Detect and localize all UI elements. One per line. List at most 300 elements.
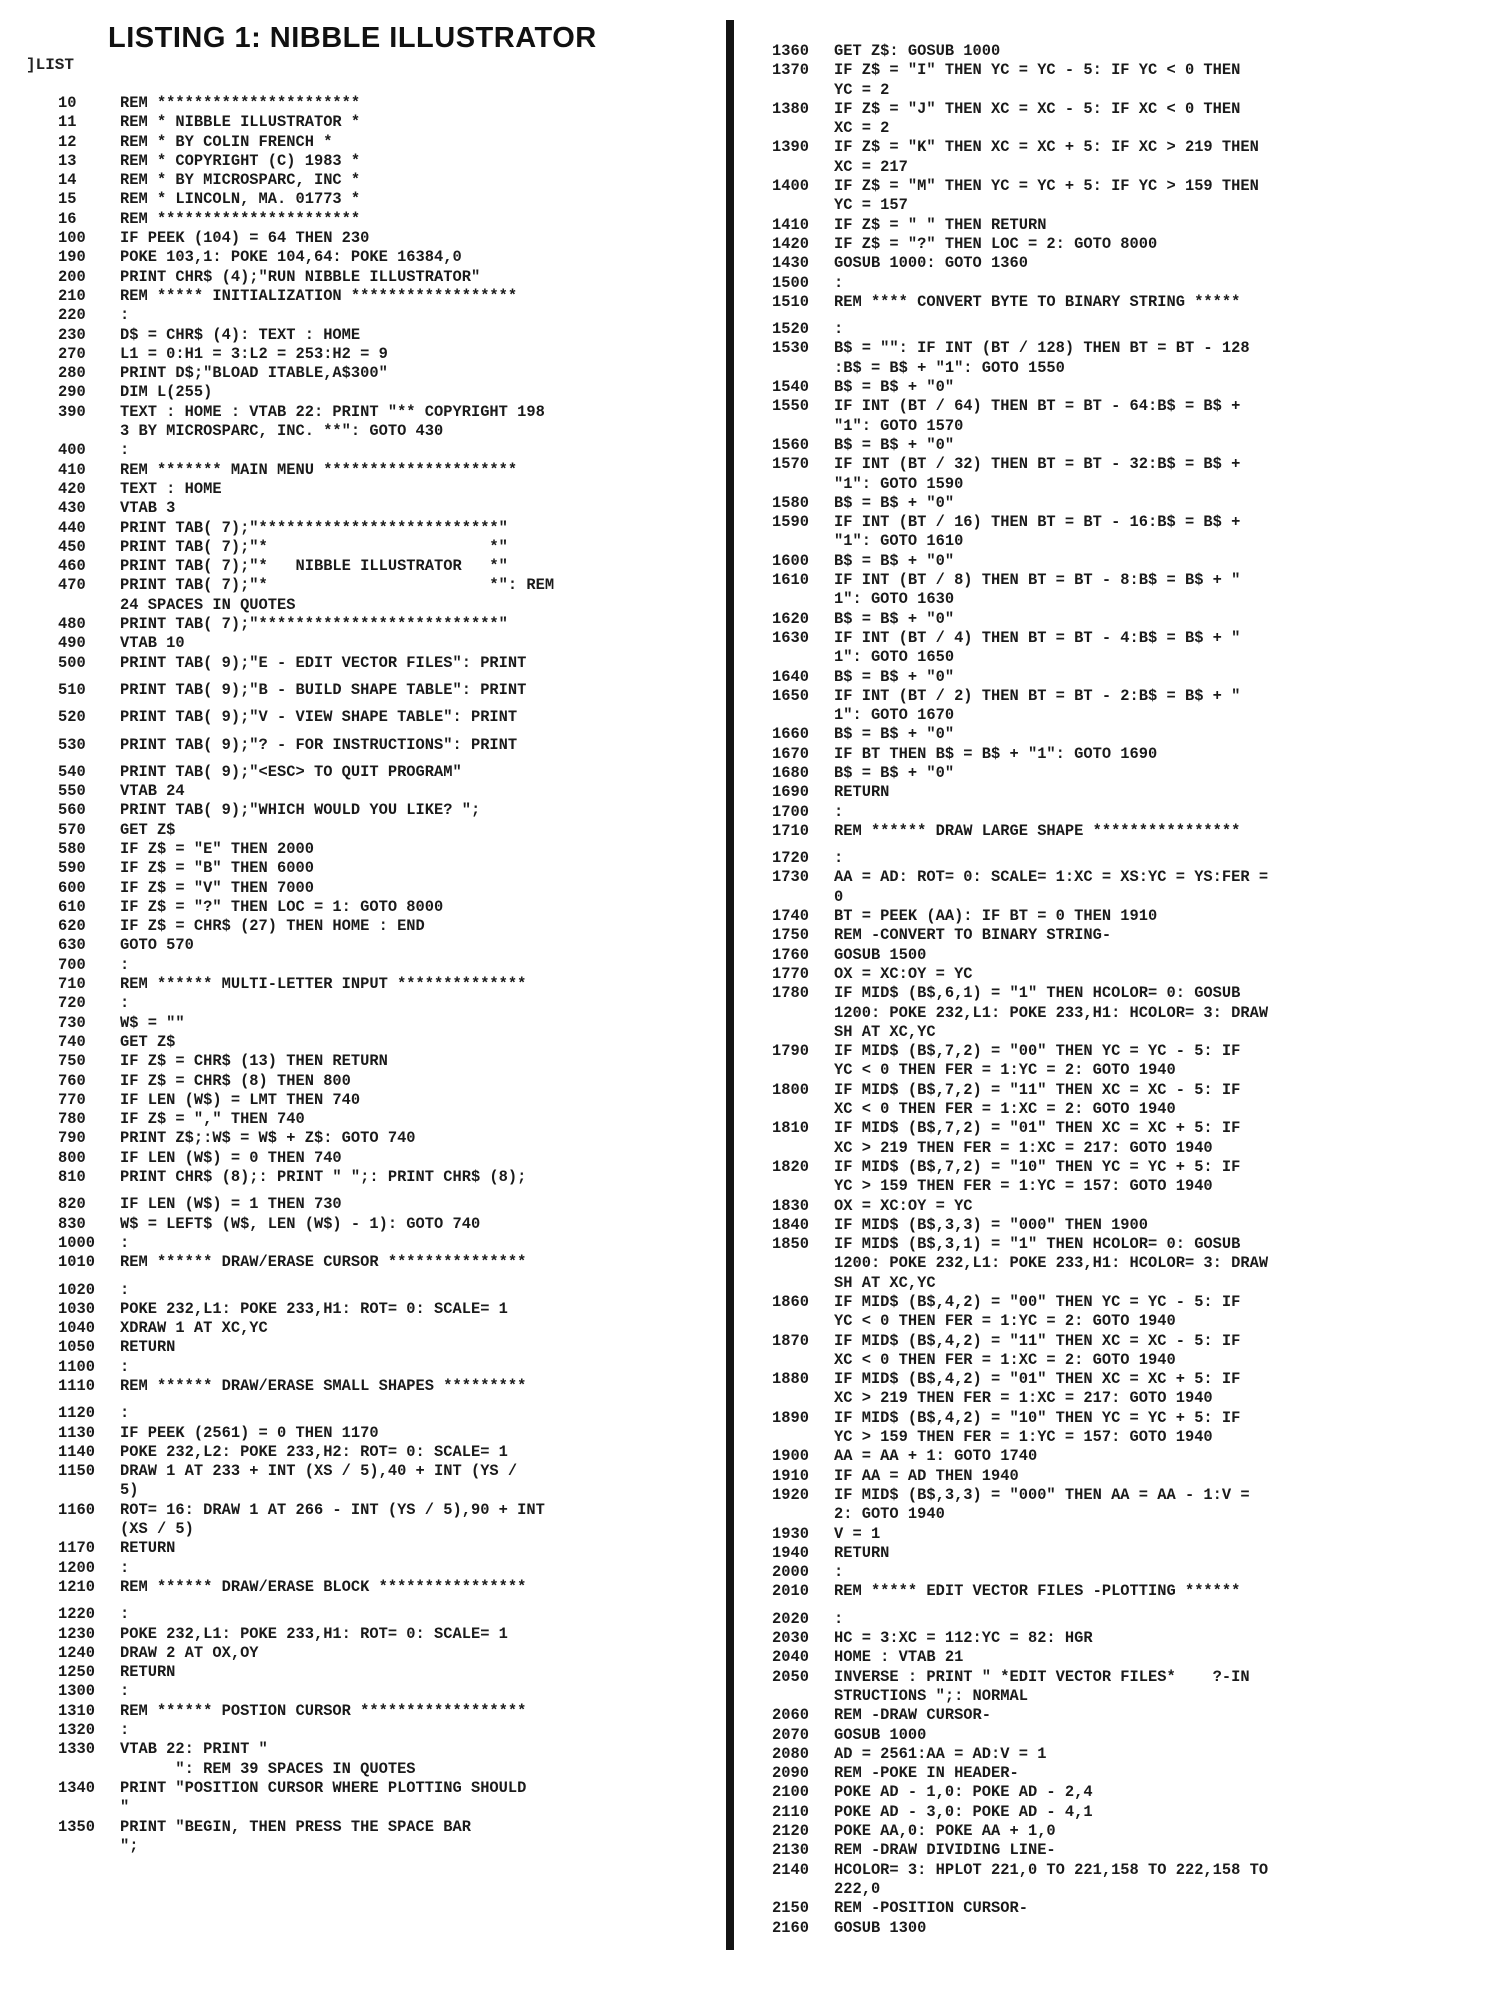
line-number: 270 [58,344,86,363]
statement: B$ = B$ + "0" [834,435,955,454]
statement: IF MID$ (B$,7,2) = "11" THEN XC = XC - 5: IF [834,1080,1241,1099]
code-line [772,629,1268,648]
code-line [772,687,1268,706]
line-number: 780 [58,1110,86,1129]
statement: IF Z$ = "J" THEN XC = XC - 5: IF XC < 0 THEN [834,99,1241,118]
statement: REM ********************** [120,94,361,112]
code-line [772,1467,1268,1486]
statement: GOSUB 1000: GOTO 1360 [834,254,1028,273]
statement: REM **** CONVERT BYTE TO BINARY STRING ***** [834,292,1241,311]
code-line [58,229,554,248]
statement: REM ****** DRAW/ERASE CURSOR *************** [120,1253,527,1272]
blank-gap [772,1602,1268,1610]
code-line [58,1578,554,1597]
statement: REM ********************** [120,209,361,228]
code-line [58,576,554,595]
statement: IF Z$ = CHR$ (13) THEN RETURN [120,1052,388,1071]
line-number: 1900 [772,1447,809,1466]
line-number: 1140 [58,1442,95,1461]
statement: PRINT TAB( 9);"E - EDIT VECTOR FILES": PRINT [120,653,527,672]
statement: IF Z$ = "V" THEN 7000 [120,878,314,897]
line-number: 2110 [772,1802,809,1821]
statement: IF MID$ (B$,4,2) = "00" THEN YC = YC - 5: IF [834,1293,1241,1311]
code-line [58,1539,554,1558]
statement: AA = AD: ROT= 0: SCALE= 1:XC = XS:YC = YS:FER = [834,868,1269,887]
statement: IF INT (BT / 16) THEN BT = BT - 16:B$ = B$ + [834,513,1241,532]
line-number: 1230 [58,1624,95,1643]
code-line-continuation: SH AT XC,YC [834,1273,936,1292]
code-line [58,763,554,782]
line-number: 1820 [772,1157,809,1176]
line-number: 1300 [58,1682,95,1701]
line-number: 620 [58,917,86,936]
code-line [772,1745,1268,1764]
line-number: 390 [58,402,86,421]
code-line [772,1648,1268,1667]
code-line [772,822,1268,841]
line-number: 2000 [772,1563,809,1582]
statement: : [120,1558,130,1577]
line-number: 720 [58,994,86,1013]
line-number: 2080 [772,1744,809,1763]
line-number: 540 [58,762,86,781]
code-line [58,190,554,209]
code-line [772,907,1268,926]
code-line [772,668,1268,687]
statement: RETURN [120,1539,176,1558]
statement: IF LEN (W$) = LMT THEN 740 [120,1090,361,1109]
statement: REM ***** INITIALIZATION ****************** [120,286,518,305]
code-line [58,113,554,132]
code-line [772,725,1268,744]
code-line-continuation: "1": GOTO 1590 [834,474,964,493]
statement: PRINT CHR$ (8);: PRINT " ";: PRINT CHR$ (8); [120,1168,527,1187]
code-line [58,1033,554,1052]
statement: VTAB 10 [120,634,185,653]
line-number: 1240 [58,1643,95,1662]
code-line [772,1919,1268,1938]
statement: XDRAW 1 AT XC,YC [120,1319,268,1338]
statement: B$ = B$ + "0" [834,667,955,686]
code-line [772,1706,1268,1725]
blank-gap [58,1273,554,1281]
line-number: 10 [58,94,77,112]
statement: IF MID$ (B$,4,2) = "11" THEN XC = XC - 5: IF [834,1331,1241,1350]
code-line [58,1319,554,1338]
blank-gap [58,1187,554,1195]
code-line [58,821,554,840]
statement: : [834,849,844,868]
statement: GOSUB 1300 [834,1918,927,1937]
line-number: 460 [58,557,86,576]
line-number: 2020 [772,1609,809,1628]
statement: DRAW 1 AT 233 + INT (XS / 5),40 + INT (YS / [120,1462,518,1481]
statement: : [120,1404,130,1423]
code-line [58,268,554,287]
code-line [58,1682,554,1701]
line-number: 490 [58,634,86,653]
code-line [58,94,554,113]
line-number: 1550 [772,397,809,416]
code-line-continuation: XC > 219 THEN FER = 1:XC = 217: GOTO 1940 [834,1138,1213,1157]
statement: RETURN [834,1543,890,1562]
list-command: ]LIST [26,56,75,74]
statement: REM * LINCOLN, MA. 01773 * [120,190,361,209]
line-number: 1310 [58,1701,95,1720]
statement: REM -DRAW DIVIDING LINE- [834,1841,1056,1860]
line-number: 1170 [58,1539,95,1558]
code-line [58,840,554,859]
statement: REM * NIBBLE ILLUSTRATOR * [120,113,361,132]
code-line [772,1803,1268,1822]
line-number: 440 [58,518,86,537]
code-line-continuation: " [120,1798,130,1817]
line-number: 790 [58,1129,86,1148]
line-number: 2040 [772,1648,809,1667]
code-line-continuation: XC > 219 THEN FER = 1:XC = 217: GOTO 1940 [834,1389,1213,1408]
code-line [58,1462,554,1481]
line-number: 12 [58,132,77,151]
code-line [58,1253,554,1272]
line-number: 1620 [772,609,809,628]
code-line [58,859,554,878]
statement: B$ = B$ + "0" [834,763,955,782]
statement: REM * BY COLIN FRENCH * [120,132,333,151]
code-line [772,378,1268,397]
line-number: 530 [58,735,86,754]
statement: REM * COPYRIGHT (C) 1983 * [120,151,361,170]
code-line [772,849,1268,868]
line-number: 1210 [58,1577,95,1596]
code-line [772,868,1268,887]
statement: HC = 3:XC = 112:YC = 82: HGR [834,1629,1093,1648]
line-number: 1560 [772,435,809,454]
line-number: 13 [58,151,77,170]
line-number: 2150 [772,1899,809,1918]
code-line-continuation: ": REM 39 SPACES IN QUOTES [120,1759,416,1778]
line-number: 810 [58,1168,86,1187]
code-line [772,1216,1268,1235]
line-number: 550 [58,782,86,801]
line-number: 1650 [772,686,809,705]
code-line-continuation: 222,0 [834,1879,881,1898]
code-line [772,254,1268,273]
code-line [58,1501,554,1520]
line-number: 2130 [772,1841,809,1860]
code-line [772,1629,1268,1648]
line-number: 14 [58,171,77,190]
statement: REM -POSITION CURSOR- [834,1899,1028,1918]
statement: HOME : VTAB 21 [834,1648,964,1667]
line-number: 1590 [772,513,809,532]
code-line-continuation: 24 SPACES IN QUOTES [120,595,296,614]
code-line [772,42,1268,61]
statement: VTAB 24 [120,782,185,801]
code-line [58,210,554,229]
code-line [58,519,554,538]
code-line [772,1841,1268,1860]
code-line [772,1726,1268,1745]
statement: D$ = CHR$ (4): TEXT : HOME [120,325,361,344]
line-number: 400 [58,441,86,460]
code-line [58,1168,554,1187]
statement: IF LEN (W$) = 0 THEN 740 [120,1148,342,1167]
line-number: 1750 [772,926,809,945]
statement: TEXT : HOME : VTAB 22: PRINT "** COPYRIGHT 198 [120,402,545,421]
statement: W$ = "" [120,1013,185,1032]
line-number: 1390 [772,138,809,157]
code-line [58,1605,554,1624]
code-line [772,1764,1268,1783]
code-line-continuation: YC > 159 THEN FER = 1:YC = 157: GOTO 1940 [834,1428,1213,1447]
code-line-continuation: (XS / 5) [120,1520,194,1539]
statement: : [120,1233,130,1252]
statement: B$ = B$ + "0" [834,493,955,512]
statement: POKE AD - 3,0: POKE AD - 4,1 [834,1802,1093,1821]
statement: RETURN [120,1338,176,1357]
statement: REM ****** MULTI-LETTER INPUT ************** [120,975,527,994]
statement: POKE 103,1: POKE 104,64: POKE 16384,0 [120,248,462,267]
code-line [58,557,554,576]
code-line-continuation: XC < 0 THEN FER = 1:XC = 2: GOTO 1940 [834,1100,1176,1119]
statement: PRINT TAB( 7);"* NIBBLE ILLUSTRATOR *" [120,557,508,576]
statement: PRINT TAB( 9);"V - VIEW SHAPE TABLE": PRINT [120,708,518,727]
line-number: 1800 [772,1080,809,1099]
code-line [58,1110,554,1129]
code-line [772,1783,1268,1802]
code-line [58,1424,554,1443]
line-number: 1420 [772,234,809,253]
code-line [772,235,1268,254]
line-number: 1520 [772,320,809,339]
code-line-continuation: :B$ = B$ + "1": GOTO 1550 [834,358,1065,377]
line-number: 1910 [772,1466,809,1485]
statement: PRINT TAB( 9);"WHICH WOULD YOU LIKE? "; [120,801,481,820]
code-line [58,133,554,152]
line-number: 1000 [58,1233,95,1252]
statement: DRAW 2 AT OX,OY [120,1643,259,1662]
code-line [772,513,1268,532]
code-line [772,494,1268,513]
line-number: 470 [58,576,86,595]
statement: VTAB 22: PRINT " [120,1740,268,1759]
line-number: 1540 [772,378,809,397]
code-line [772,783,1268,802]
code-line [772,745,1268,764]
line-number: 1200 [58,1558,95,1577]
code-line [58,708,554,727]
code-line [58,461,554,480]
line-number: 510 [58,680,86,699]
statement: INVERSE : PRINT " *EDIT VECTOR FILES* ?-IN [834,1667,1250,1686]
line-number: 1360 [772,42,809,60]
blank-gap [772,841,1268,849]
code-line [58,1779,554,1798]
line-number: 100 [58,229,86,248]
line-number: 1780 [772,984,809,1003]
code-line [772,1668,1268,1687]
code-line [772,1235,1268,1254]
statement: : [120,306,130,325]
statement: : [120,1721,130,1740]
statement: PRINT TAB( 9);"? - FOR INSTRUCTIONS": PRINT [120,735,518,754]
statement: ROT= 16: DRAW 1 AT 266 - INT (YS / 5),90 + INT [120,1500,545,1519]
statement: IF Z$ = "," THEN 740 [120,1110,305,1129]
code-line [772,436,1268,455]
statement: : [120,1605,130,1624]
code-line-continuation: 2: GOTO 1940 [834,1505,945,1524]
statement: IF MID$ (B$,7,2) = "10" THEN YC = YC + 5: IF [834,1157,1241,1176]
code-line [58,736,554,755]
code-line [58,1149,554,1168]
statement: IF INT (BT / 8) THEN BT = BT - 8:B$ = B$ + " [834,571,1241,590]
line-number: 570 [58,820,86,839]
line-number: 1530 [772,339,809,358]
statement: IF Z$ = CHR$ (27) THEN HOME : END [120,917,425,936]
statement: IF MID$ (B$,7,2) = "00" THEN YC = YC - 5: IF [834,1042,1241,1061]
code-line [772,1042,1268,1061]
statement: IF INT (BT / 4) THEN BT = BT - 4:B$ = B$ + " [834,628,1241,647]
code-line [58,248,554,267]
code-line [772,1544,1268,1563]
statement: REM ****** DRAW/ERASE SMALL SHAPES ********* [120,1377,527,1395]
line-number: 1760 [772,945,809,964]
statement: DIM L(255) [120,383,213,402]
line-number: 1940 [772,1543,809,1562]
line-number: 830 [58,1214,86,1233]
statement: : [120,1280,130,1299]
code-line [772,339,1268,358]
statement: IF AA = AD THEN 1940 [834,1466,1019,1485]
code-line [58,345,554,364]
statement: PRINT "POSITION CURSOR WHERE PLOTTING SHOULD [120,1778,527,1797]
code-line [58,1072,554,1091]
statement: : [834,1609,844,1628]
line-number: 410 [58,460,86,479]
line-number: 580 [58,839,86,858]
statement: IF MID$ (B$,4,2) = "10" THEN YC = YC + 5: IF [834,1408,1241,1427]
line-number: 750 [58,1052,86,1071]
code-line-continuation: 3 BY MICROSPARC, INC. **": GOTO 430 [120,422,444,441]
line-number: 2120 [772,1822,809,1841]
statement: PRINT TAB( 7);"* *" [120,537,508,556]
line-number: 1810 [772,1119,809,1138]
blank-gap [58,728,554,736]
statement: : [834,1563,844,1582]
code-line [772,965,1268,984]
code-line-continuation: "1": GOTO 1570 [834,416,964,435]
code-line-continuation: XC < 0 THEN FER = 1:XC = 2: GOTO 1940 [834,1350,1176,1369]
line-number: 1370 [772,61,809,80]
line-number: 1110 [58,1377,95,1395]
code-line-continuation: 1": GOTO 1630 [834,590,955,609]
statement: RETURN [834,783,890,802]
code-line [772,1158,1268,1177]
code-line [58,654,554,673]
blank-gap [58,1597,554,1605]
line-number: 560 [58,801,86,820]
line-number: 1600 [772,551,809,570]
line-number: 760 [58,1071,86,1090]
line-number: 1160 [58,1500,95,1519]
code-line [58,364,554,383]
code-line [58,1663,554,1682]
code-line [772,1899,1268,1918]
code-line [58,1129,554,1148]
statement: IF MID$ (B$,3,1) = "1" THEN HCOLOR= 0: GOSUB [834,1235,1241,1254]
line-number: 15 [58,190,77,209]
line-number: 290 [58,383,86,402]
statement: HCOLOR= 3: HPLOT 221,0 TO 221,158 TO 222,158 TO [834,1860,1269,1879]
code-line [58,634,554,653]
code-line [58,1215,554,1234]
line-number: 11 [58,113,77,132]
code-line [58,1377,554,1396]
statement: PRINT "BEGIN, THEN PRESS THE SPACE BAR [120,1817,471,1836]
code-line [58,1300,554,1319]
code-line [58,1358,554,1377]
line-number: 220 [58,306,86,325]
code-line [58,306,554,325]
line-number: 1860 [772,1293,809,1311]
code-line [58,441,554,460]
statement: POKE 232,L1: POKE 233,H1: ROT= 0: SCALE= 1 [120,1299,508,1318]
line-number: 630 [58,936,86,955]
statement: IF MID$ (B$,4,2) = "01" THEN XC = XC + 5: IF [834,1370,1241,1389]
line-number: 610 [58,897,86,916]
statement: IF MID$ (B$,3,3) = "000" THEN 1900 [834,1215,1149,1234]
statement: AA = AA + 1: GOTO 1740 [834,1447,1038,1466]
statement: REM ***** EDIT VECTOR FILES -PLOTTING ****** [834,1582,1241,1601]
code-line-continuation: SH AT XC,YC [834,1022,936,1041]
statement: REM -DRAW CURSOR- [834,1706,992,1725]
statement: BT = PEEK (AA): IF BT = 0 THEN 1910 [834,907,1158,926]
line-number: 1880 [772,1370,809,1389]
line-number: 1830 [772,1196,809,1215]
code-line [58,1702,554,1721]
code-line-continuation: 1200: POKE 232,L1: POKE 233,H1: HCOLOR= 3: DRAW [834,1003,1269,1022]
code-line [772,1370,1268,1389]
line-number: 590 [58,859,86,878]
statement: OX = XC:OY = YC [834,1196,973,1215]
code-line-continuation: STRUCTIONS ";: NORMAL [834,1686,1028,1705]
line-number: 700 [58,955,86,974]
code-line [58,956,554,975]
statement: PRINT TAB( 7);"**************************" [120,518,508,537]
code-line [58,1559,554,1578]
code-line [58,936,554,955]
statement: IF Z$ = "M" THEN YC = YC + 5: IF YC > 159 THEN [834,177,1259,196]
statement: PRINT TAB( 9);"<ESC> TO QUIT PROGRAM" [120,762,462,781]
blank-gap [58,700,554,708]
code-line [58,879,554,898]
code-line-continuation: "1": GOTO 1610 [834,532,964,551]
line-number: 1320 [58,1721,95,1740]
line-number: 1250 [58,1663,95,1682]
code-line [772,1582,1268,1601]
code-line [58,1281,554,1300]
statement: POKE AD - 1,0: POKE AD - 2,4 [834,1783,1093,1802]
statement: AD = 2561:AA = AD:V = 1 [834,1744,1047,1763]
code-line [58,538,554,557]
statement: IF PEEK (104) = 64 THEN 230 [120,229,370,248]
line-number: 450 [58,537,86,556]
line-number: 2060 [772,1706,809,1725]
line-number: 1120 [58,1404,95,1423]
line-number: 1850 [772,1235,809,1254]
line-number: 1710 [772,821,809,840]
column-divider [726,20,734,1950]
